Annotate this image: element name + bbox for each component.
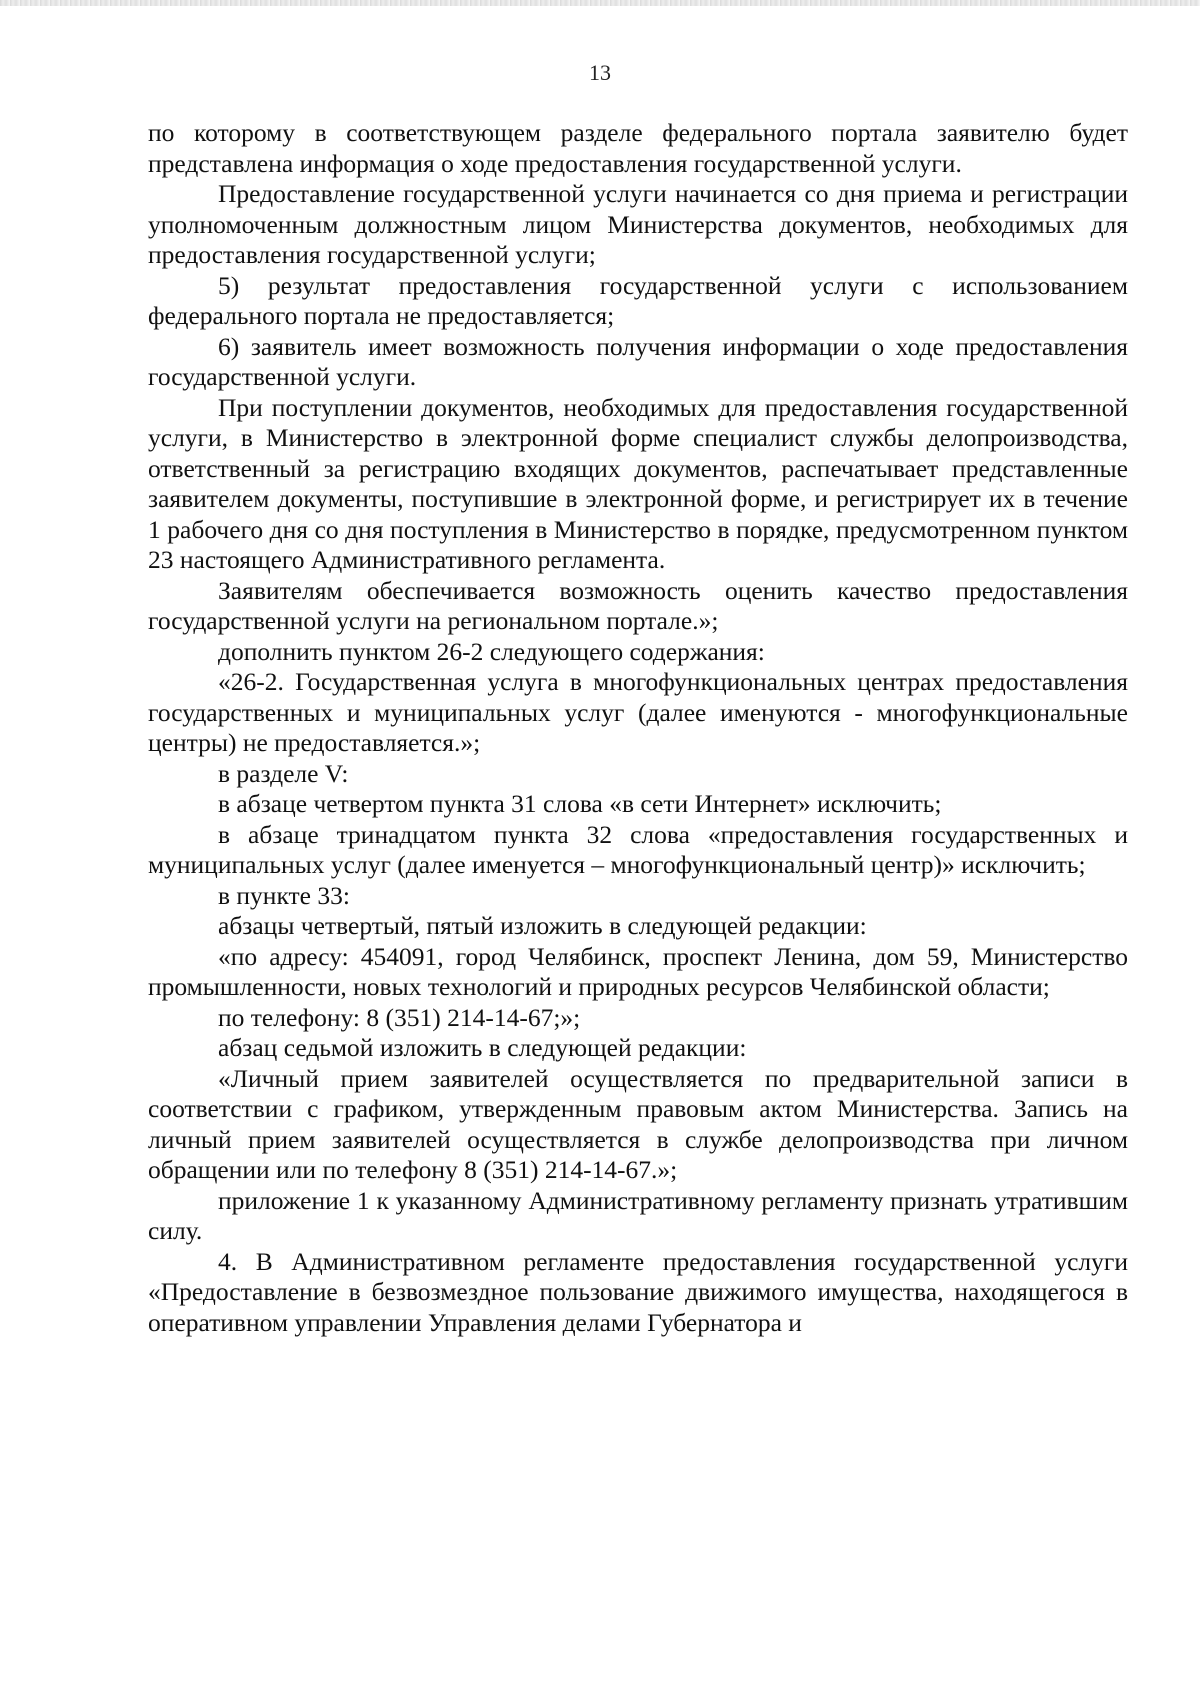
paragraph: в разделе V: bbox=[218, 758, 349, 788]
paragraph: в абзаце тринадцатом пункта 32 слова «предоставления государственных и муниципальных услуг (далее именуется – многофункциональный центр)» исключить; bbox=[148, 819, 1128, 879]
paragraph: «26-2. Государственная услуга в многофункциональных центрах предоставления государственных и муниципальных услуг (далее именуются - многофункциональные центры) не предоставляется.»; bbox=[148, 667, 1128, 757]
paragraph: в пункте 33: bbox=[218, 880, 350, 910]
paragraph: «Личный прием заявителей осуществляется по предварительной записи в соответствии с графиком, утвержденным правовым актом Министерства. Запись на личный прием заявителей осуществляется в службе делопроизводства при личном обращении или по телефону 8 (351) 214-14-67.»; bbox=[148, 1063, 1128, 1184]
paragraph: 6) заявитель имеет возможность получения информации о ходе предоставления государственной услуги. bbox=[148, 331, 1128, 391]
document-body bbox=[148, 118, 1128, 1338]
paragraph: абзац седьмой изложить в следующей редакции: bbox=[218, 1033, 747, 1062]
paragraph: по телефону: 8 (351) 214-14-67;»; bbox=[218, 1002, 581, 1032]
paragraph: При поступлении документов, необходимых для предоставления государственной услуги, в Министерство в электронной форме специалист службы делопроизводства, ответственный за регистрацию входящих документов, распечатывает представленные заявителем документы, поступившие в электронной форме, и регистрирует их в течение 1 рабочего дня со дня поступления в Министерство в порядке, предусмотренном пунктом 23 настоящего Административного регламента. bbox=[148, 392, 1128, 574]
paragraph: 5) результат предоставления государственной услуги с использованием федерального портала не предоставляется; bbox=[148, 270, 1128, 330]
paragraph: приложение 1 к указанному Административному регламенту признать утратившим силу. bbox=[148, 1185, 1128, 1245]
paragraph: в абзаце четвертом пункта 31 слова «в сети Интернет» исключить; bbox=[218, 789, 942, 818]
paragraph: Заявителям обеспечивается возможность оценить качество предоставления государственной услуги на региональном портале.»; bbox=[148, 575, 1128, 635]
paragraph: Предоставление государственной услуги начинается со дня приема и регистрации уполномоченным должностным лицом Министерства документов, необходимых для предоставления государственной услуги; bbox=[148, 179, 1128, 269]
paragraph: «по адресу: 454091, город Челябинск, проспект Ленина, дом 59, Министерство промышленности, новых технологий и природных ресурсов Челябинской области; bbox=[148, 941, 1128, 1001]
paragraph: по которому в соответствующем разделе федерального портала заявителю будет представлена информация о ходе предоставления государственной услуги. bbox=[148, 118, 1128, 178]
scan-edge-artifact bbox=[0, 0, 1200, 6]
paragraph: абзацы четвертый, пятый изложить в следующей редакции: bbox=[218, 911, 867, 940]
paragraph: дополнить пунктом 26-2 следующего содержания: bbox=[218, 636, 765, 666]
paragraph: 4. В Административном регламенте предоставления государственной услуги «Предоставление в безвозмездное пользование движимого имущества, находящегося в оперативном управлении Управления делами Губернатора и bbox=[148, 1246, 1128, 1337]
page-number: 13 bbox=[589, 60, 611, 85]
